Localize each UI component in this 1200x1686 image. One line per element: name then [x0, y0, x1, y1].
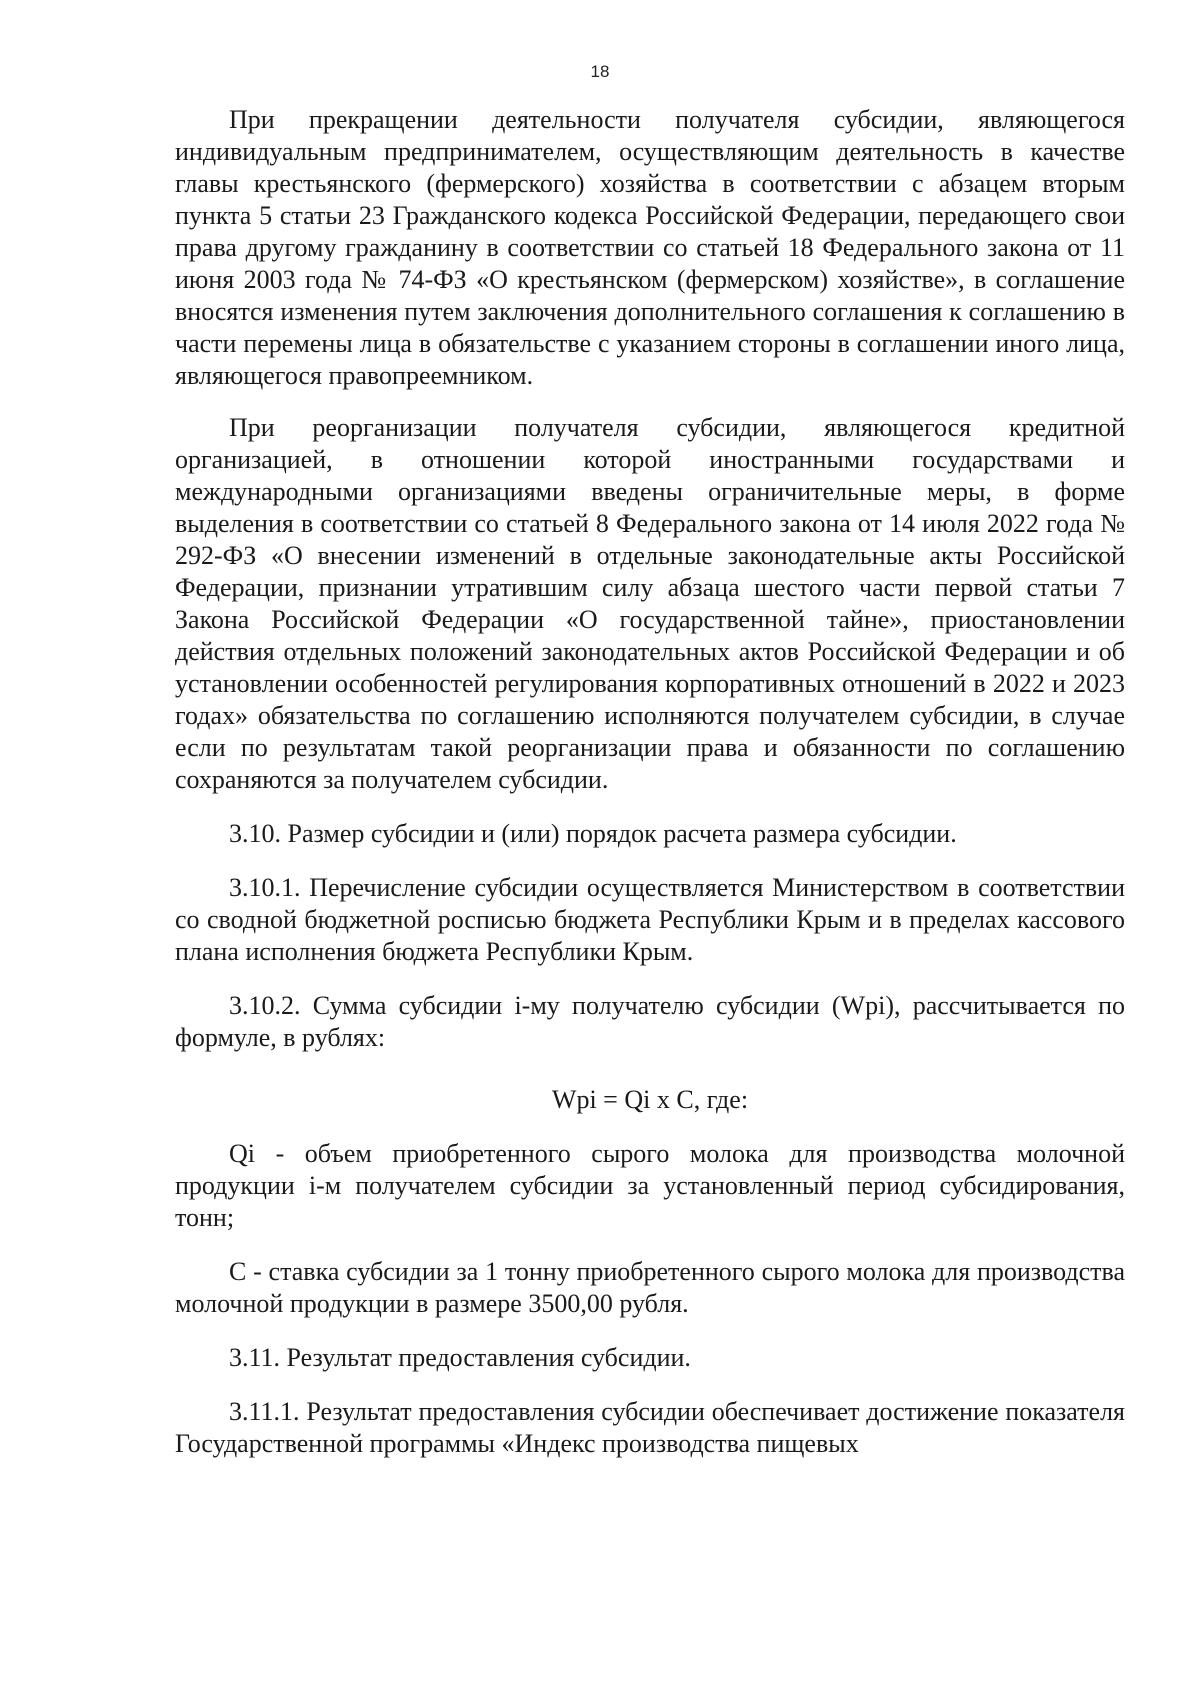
section-3-10-heading: 3.10. Размер субсидии и (или) порядок расчета размера субсидии.: [229, 819, 957, 848]
section-3-10-1: 3.10.1. Перечисление субсидии осуществляется Министерством в соответствии со сводной бюджетной росписью бюджета Республики Крым и в пределах кассового плана исполнения бюджета Республики Крым.: [175, 873, 1125, 966]
definition-qi: Qi - объем приобретенного сырого молока для производства молочной продукции i-м получателем субсидии за установленный период субсидирования, тонн;: [175, 1139, 1125, 1232]
section-3-11-1: 3.11.1. Результат предоставления субсидии обеспечивает достижение показателя Государственной программы «Индекс производства пищевых: [175, 1397, 1125, 1458]
section-3-10-2: 3.10.2. Сумма субсидии i-му получателю субсидии (Wpi), рассчитывается по формуле, в рублях:: [175, 991, 1125, 1052]
definition-c: С - ставка субсидии за 1 тонну приобретенного сырого молока для производства молочной продукции в размере 3500,00 рубля.: [175, 1257, 1125, 1318]
page-number: 18: [590, 62, 610, 81]
section-3-11-heading: 3.11. Результат предоставления субсидии.: [229, 1343, 691, 1372]
paragraph-reorganization: При реорганизации получателя субсидии, являющегося кредитной организацией, в отношении которой иностранными государствами и международными организациями введены ограничительные меры, в форме выделения в соответствии со статьей 8 Федерального закона от 14 июля 2022 года № 292-ФЗ «О внесении изменений в отдельные законодательные акты Российской Федерации, признании утратившим силу абзаца шестого части первой статьи 7 Закона Российской Федерации «О государственной тайне», приостановлении действия отдельных положений законодательных актов Российской Федерации и об установлении особенностей регулирования корпоративных отношений в 2022 и 2023 годах» обязательства по соглашению исполняются получателем субсидии, в случае если по результатам такой реорганизации права и обязанности по соглашению сохраняются за получателем субсидии.: [175, 413, 1125, 794]
document-body: [175, 104, 1125, 1460]
subsidy-formula: Wpi = Qi х С, где:: [551, 1085, 749, 1114]
paragraph-termination-of-activity: При прекращении деятельности получателя субсидии, являющегося индивидуальным предпринимателем, осуществляющим деятельность в качестве главы крестьянского (фермерского) хозяйства в соответствии с абзацем вторым пункта 5 статьи 23 Гражданского кодекса Российской Федерации, передающего свои права другому гражданину в соответствии со статьей 18 Федерального закона от 11 июня 2003 года № 74-ФЗ «О крестьянском (фермерском) хозяйстве», в соглашение вносятся изменения путем заключения дополнительного соглашения к соглашению в части перемены лица в обязательстве с указанием стороны в соглашении иного лица, являющегося правопреемником.: [175, 105, 1125, 390]
